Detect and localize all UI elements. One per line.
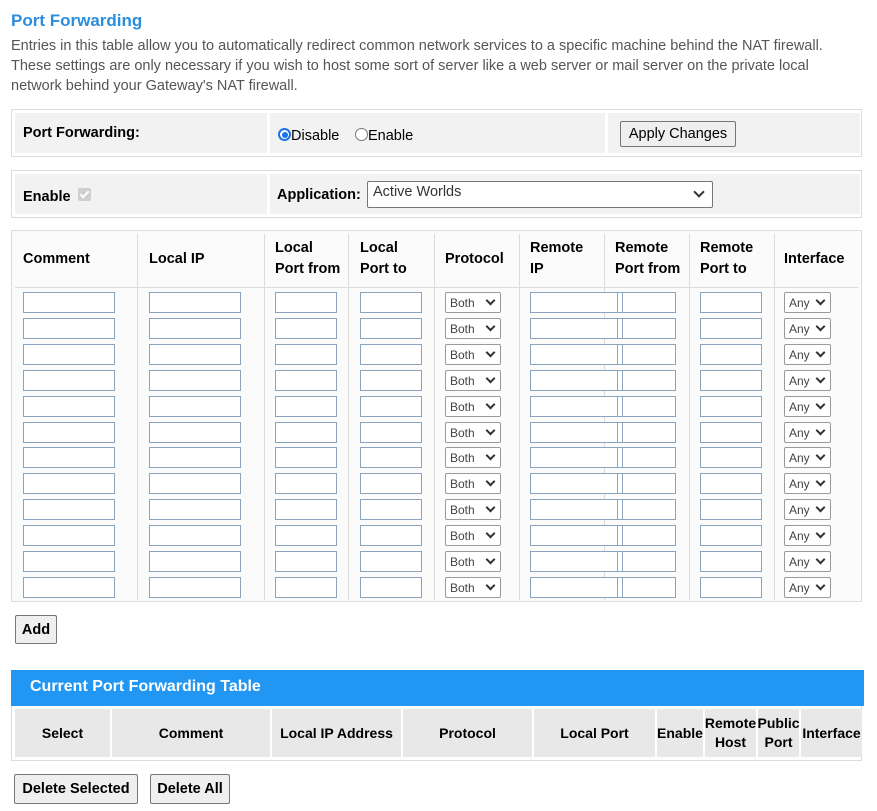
chevron-down-icon bbox=[486, 399, 496, 409]
interface-select[interactable] bbox=[784, 292, 831, 313]
header-protocol: Protocol bbox=[445, 251, 504, 267]
chevron-down-icon bbox=[486, 451, 496, 461]
chevron-down-icon bbox=[486, 477, 496, 487]
current-header-local-port: Local Port bbox=[534, 709, 655, 757]
entry-input-comment[interactable] bbox=[23, 577, 115, 598]
select-value: Any bbox=[789, 425, 810, 440]
entry-input-local-port-from[interactable] bbox=[275, 422, 337, 443]
select-value: Any bbox=[789, 580, 810, 595]
interface-select[interactable] bbox=[784, 396, 831, 417]
entry-input-local-ip[interactable] bbox=[149, 292, 241, 313]
toggle-options-cell bbox=[270, 113, 605, 153]
entry-input-local-ip[interactable] bbox=[149, 370, 241, 391]
chevron-down-icon bbox=[486, 347, 496, 357]
field-split bbox=[617, 371, 623, 390]
field-split bbox=[617, 319, 623, 338]
field-split bbox=[617, 526, 623, 545]
select-value: Both bbox=[450, 296, 475, 310]
enable-cell bbox=[15, 174, 267, 214]
column-divider bbox=[264, 234, 265, 600]
delete-selected-button[interactable]: Delete Selected bbox=[14, 774, 138, 804]
disable-radio-group[interactable] bbox=[278, 127, 339, 145]
enable-radio-group[interactable] bbox=[355, 127, 413, 145]
entry-input-remote-ip[interactable] bbox=[530, 473, 676, 494]
entry-input-local-port-to[interactable] bbox=[360, 577, 422, 598]
entry-input-remote-port-to[interactable] bbox=[700, 473, 762, 494]
entry-input-remote-ip[interactable] bbox=[530, 318, 676, 339]
entry-input-local-ip[interactable] bbox=[149, 551, 241, 572]
header-local-ip: Local IP bbox=[149, 251, 205, 267]
entry-input-local-ip[interactable] bbox=[149, 344, 241, 365]
field-split bbox=[617, 397, 623, 416]
page-title: Port Forwarding bbox=[11, 11, 143, 30]
port-forwarding-label: Port Forwarding: bbox=[23, 125, 140, 141]
entry-input-local-port-to[interactable] bbox=[360, 396, 422, 417]
port-forwarding-toggle-box bbox=[11, 109, 862, 157]
entry-input-local-port-to[interactable] bbox=[360, 292, 422, 313]
protocol-select[interactable] bbox=[445, 447, 501, 468]
select-value: Both bbox=[450, 477, 475, 492]
select-value: Any bbox=[789, 373, 810, 388]
interface-select[interactable] bbox=[784, 473, 831, 494]
entry-input-local-port-to[interactable] bbox=[360, 370, 422, 391]
entry-input-remote-ip[interactable] bbox=[530, 525, 676, 546]
chevron-down-icon bbox=[486, 321, 496, 331]
select-value: Both bbox=[450, 425, 475, 440]
entry-input-remote-port-to[interactable] bbox=[700, 318, 762, 339]
current-header-select: Select bbox=[15, 709, 110, 757]
toggle-label-cell bbox=[15, 113, 267, 153]
enable-radio[interactable] bbox=[355, 128, 368, 141]
entry-input-local-port-from[interactable] bbox=[275, 447, 337, 468]
entry-input-comment[interactable] bbox=[23, 499, 115, 520]
add-button[interactable]: Add bbox=[15, 615, 57, 644]
chevron-down-icon bbox=[693, 186, 704, 197]
page-description: Entries in this table allow you to automatically redirect common network services to a specific machine behind the NAT firewall. These settings are only necessary if you wish to host some sort of server like a web server or mail server on the private local network behind your Gateway's NAT firewall. bbox=[11, 38, 823, 94]
select-value: Any bbox=[789, 451, 810, 466]
entry-input-comment[interactable] bbox=[23, 370, 115, 391]
protocol-select[interactable] bbox=[445, 577, 501, 598]
protocol-select[interactable] bbox=[445, 473, 501, 494]
field-split bbox=[617, 552, 623, 571]
enable-label: Enable bbox=[23, 189, 71, 205]
current-header-interface: Interface bbox=[801, 709, 862, 757]
delete-all-button[interactable]: Delete All bbox=[150, 774, 230, 804]
column-divider bbox=[137, 234, 138, 600]
entry-input-remote-ip[interactable] bbox=[530, 292, 676, 313]
protocol-select[interactable] bbox=[445, 551, 501, 572]
entry-input-remote-port-to[interactable] bbox=[700, 551, 762, 572]
current-table-title: Current Port Forwarding Table bbox=[11, 670, 864, 706]
entry-table bbox=[11, 230, 862, 602]
interface-select[interactable] bbox=[784, 370, 831, 391]
field-split bbox=[617, 500, 623, 519]
interface-select[interactable] bbox=[784, 551, 831, 572]
enable-radio-label: Enable bbox=[368, 128, 414, 144]
entry-input-local-port-to[interactable] bbox=[360, 344, 422, 365]
protocol-select[interactable] bbox=[445, 318, 501, 339]
entry-input-local-port-to[interactable] bbox=[360, 318, 422, 339]
select-value: Any bbox=[789, 347, 810, 362]
chevron-down-icon bbox=[486, 580, 496, 590]
entry-input-local-port-from[interactable] bbox=[275, 370, 337, 391]
entry-input-comment[interactable] bbox=[23, 525, 115, 546]
current-header-comment: Comment bbox=[112, 709, 270, 757]
protocol-select[interactable] bbox=[445, 292, 501, 313]
protocol-select[interactable] bbox=[445, 396, 501, 417]
header-local-port-from: Local Port from bbox=[275, 240, 341, 277]
chevron-down-icon bbox=[486, 296, 496, 306]
protocol-select[interactable] bbox=[445, 525, 501, 546]
entry-input-remote-ip[interactable] bbox=[530, 422, 676, 443]
entry-input-comment[interactable] bbox=[23, 292, 115, 313]
select-value: Both bbox=[450, 321, 475, 336]
interface-select[interactable] bbox=[784, 422, 831, 443]
field-split bbox=[617, 448, 623, 467]
entry-input-local-ip[interactable] bbox=[149, 473, 241, 494]
chevron-down-icon bbox=[816, 399, 826, 409]
apply-changes-button[interactable]: Apply Changes bbox=[620, 121, 736, 147]
entry-input-comment[interactable] bbox=[23, 396, 115, 417]
interface-select[interactable] bbox=[784, 525, 831, 546]
chevron-down-icon bbox=[816, 425, 826, 435]
application-cell bbox=[270, 174, 860, 214]
application-select-value: Active Worlds bbox=[373, 184, 462, 200]
entry-input-remote-port-to[interactable] bbox=[700, 525, 762, 546]
entry-input-local-ip[interactable] bbox=[149, 525, 241, 546]
entry-input-local-ip[interactable] bbox=[149, 422, 241, 443]
entry-input-remote-ip[interactable] bbox=[530, 577, 676, 598]
interface-select[interactable] bbox=[784, 499, 831, 520]
entry-input-local-port-from[interactable] bbox=[275, 318, 337, 339]
header-interface: Interface bbox=[784, 251, 845, 267]
entry-input-local-port-from[interactable] bbox=[275, 292, 337, 313]
entry-input-local-ip[interactable] bbox=[149, 577, 241, 598]
chevron-down-icon bbox=[816, 477, 826, 487]
entry-input-local-port-to[interactable] bbox=[360, 447, 422, 468]
entry-input-remote-ip[interactable] bbox=[530, 447, 676, 468]
chevron-down-icon bbox=[486, 425, 496, 435]
entry-input-comment[interactable] bbox=[23, 344, 115, 365]
interface-select[interactable] bbox=[784, 318, 831, 339]
entry-input-local-port-from[interactable] bbox=[275, 344, 337, 365]
chevron-down-icon bbox=[816, 296, 826, 306]
field-split bbox=[617, 293, 623, 312]
entry-input-local-port-to[interactable] bbox=[360, 551, 422, 572]
entry-input-comment[interactable] bbox=[23, 318, 115, 339]
select-value: Both bbox=[450, 503, 475, 518]
entry-input-local-port-from[interactable] bbox=[275, 525, 337, 546]
select-value: Any bbox=[789, 296, 810, 310]
entry-input-local-ip[interactable] bbox=[149, 499, 241, 520]
select-value: Any bbox=[789, 503, 810, 518]
entry-input-remote-ip[interactable] bbox=[530, 499, 676, 520]
select-value: Both bbox=[450, 347, 475, 362]
chevron-down-icon bbox=[486, 555, 496, 565]
column-divider bbox=[519, 234, 520, 600]
entry-input-comment[interactable] bbox=[23, 473, 115, 494]
chevron-down-icon bbox=[816, 503, 826, 513]
chevron-down-icon bbox=[816, 347, 826, 357]
current-header-enable: Enable bbox=[657, 709, 703, 757]
entry-input-remote-port-to[interactable] bbox=[700, 344, 762, 365]
header-remote-port-to: Remote Port to bbox=[700, 240, 754, 277]
entry-input-comment[interactable] bbox=[23, 551, 115, 572]
column-divider bbox=[774, 234, 775, 600]
entry-input-remote-port-to[interactable] bbox=[700, 447, 762, 468]
entry-input-local-ip[interactable] bbox=[149, 318, 241, 339]
entry-input-local-port-to[interactable] bbox=[360, 422, 422, 443]
entry-input-remote-port-to[interactable] bbox=[700, 370, 762, 391]
select-value: Both bbox=[450, 555, 475, 569]
field-split bbox=[617, 474, 623, 493]
select-value: Any bbox=[789, 477, 810, 492]
protocol-select[interactable] bbox=[445, 499, 501, 520]
header-remote-ip: Remote IP bbox=[530, 240, 584, 277]
field-split bbox=[617, 423, 623, 442]
current-header-remote-host: Remote Host bbox=[705, 709, 756, 757]
header-comment: Comment bbox=[23, 251, 90, 267]
application-box bbox=[11, 170, 862, 218]
entry-input-remote-port-to[interactable] bbox=[700, 422, 762, 443]
chevron-down-icon bbox=[816, 555, 826, 565]
apply-cell bbox=[608, 113, 860, 153]
select-value: Both bbox=[450, 580, 475, 595]
chevron-down-icon bbox=[816, 321, 826, 331]
chevron-down-icon bbox=[486, 529, 496, 539]
header-remote-port-from: Remote Port from bbox=[615, 240, 681, 277]
entry-input-remote-ip[interactable] bbox=[530, 551, 676, 572]
interface-select[interactable] bbox=[784, 344, 831, 365]
header-local-port-to: Local Port to bbox=[360, 240, 407, 277]
interface-select[interactable] bbox=[784, 577, 831, 598]
select-value: Both bbox=[450, 529, 475, 544]
chevron-down-icon bbox=[816, 580, 826, 590]
current-header-public-port: Public Port bbox=[758, 709, 799, 757]
entry-input-remote-ip[interactable] bbox=[530, 344, 676, 365]
entry-input-local-port-from[interactable] bbox=[275, 551, 337, 572]
application-select[interactable] bbox=[367, 181, 713, 208]
column-divider bbox=[434, 234, 435, 600]
entry-input-local-port-to[interactable] bbox=[360, 525, 422, 546]
current-header-protocol: Protocol bbox=[403, 709, 532, 757]
disable-radio[interactable] bbox=[278, 128, 291, 141]
select-value: Any bbox=[789, 321, 810, 336]
enable-checkbox[interactable] bbox=[78, 188, 91, 201]
entry-input-remote-port-to[interactable] bbox=[700, 499, 762, 520]
current-header-local-ip-address: Local IP Address bbox=[272, 709, 401, 757]
entry-input-remote-port-to[interactable] bbox=[700, 577, 762, 598]
select-value: Any bbox=[789, 399, 810, 414]
entry-input-local-port-from[interactable] bbox=[275, 473, 337, 494]
entry-input-local-port-from[interactable] bbox=[275, 396, 337, 417]
chevron-down-icon bbox=[816, 373, 826, 383]
chevron-down-icon bbox=[816, 451, 826, 461]
select-value: Both bbox=[450, 373, 475, 388]
field-split bbox=[617, 578, 623, 597]
interface-select[interactable] bbox=[784, 447, 831, 468]
select-value: Any bbox=[789, 555, 810, 569]
entry-input-local-port-from[interactable] bbox=[275, 499, 337, 520]
protocol-select[interactable] bbox=[445, 344, 501, 365]
chevron-down-icon bbox=[486, 503, 496, 513]
header-divider bbox=[15, 287, 858, 288]
select-value: Any bbox=[789, 529, 810, 544]
entry-input-local-port-to[interactable] bbox=[360, 473, 422, 494]
entry-input-local-ip[interactable] bbox=[149, 396, 241, 417]
select-value: Both bbox=[450, 451, 475, 466]
field-split bbox=[617, 345, 623, 364]
select-value: Both bbox=[450, 399, 475, 414]
protocol-select[interactable] bbox=[445, 370, 501, 391]
entry-input-remote-ip[interactable] bbox=[530, 396, 676, 417]
protocol-select[interactable] bbox=[445, 422, 501, 443]
column-divider bbox=[348, 234, 349, 600]
entry-input-remote-ip[interactable] bbox=[530, 370, 676, 391]
entry-input-remote-port-to[interactable] bbox=[700, 292, 762, 313]
entry-input-local-ip[interactable] bbox=[149, 447, 241, 468]
disable-radio-label: Disable bbox=[291, 128, 340, 144]
column-divider bbox=[689, 234, 690, 600]
entry-input-comment[interactable] bbox=[23, 422, 115, 443]
entry-input-local-port-from[interactable] bbox=[275, 577, 337, 598]
entry-input-local-port-to[interactable] bbox=[360, 499, 422, 520]
chevron-down-icon bbox=[486, 373, 496, 383]
chevron-down-icon bbox=[816, 529, 826, 539]
application-label: Application: bbox=[277, 187, 361, 203]
entry-input-comment[interactable] bbox=[23, 447, 115, 468]
entry-input-remote-port-to[interactable] bbox=[700, 396, 762, 417]
